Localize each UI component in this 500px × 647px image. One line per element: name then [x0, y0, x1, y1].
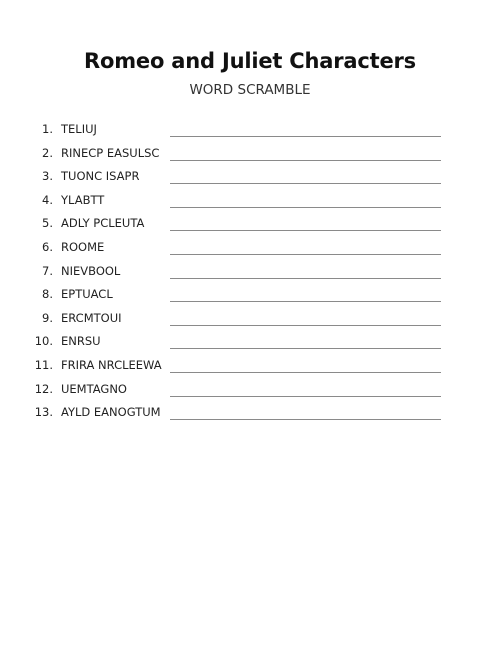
item-number: 2. — [42, 145, 53, 160]
answer-line — [170, 183, 441, 184]
answer-line — [170, 160, 441, 161]
answer-line — [170, 419, 441, 420]
scrambled-word: TUONC ISAPR — [61, 169, 140, 184]
list-item — [0, 401, 500, 425]
list-item — [0, 330, 500, 354]
answer-line — [170, 396, 441, 397]
list-item — [0, 165, 500, 189]
answer-line — [170, 207, 441, 208]
item-number: 11. — [34, 357, 53, 372]
page-subtitle: WORD SCRAMBLE — [189, 82, 311, 98]
answer-line — [170, 348, 441, 349]
answer-line — [170, 325, 441, 326]
item-number: 13. — [34, 405, 53, 420]
item-number: 1. — [42, 122, 53, 136]
item-number: 8. — [42, 287, 53, 302]
list-item — [0, 212, 500, 236]
list-item — [0, 354, 500, 378]
item-number: 9. — [42, 310, 53, 325]
list-item — [0, 378, 500, 402]
answer-line — [170, 372, 441, 373]
scrambled-word: NIEVBOOL — [61, 263, 121, 278]
scrambled-word: ERCMTOUI — [61, 310, 122, 325]
item-number: 4. — [42, 192, 53, 207]
scrambled-word: TELIUJ — [61, 122, 97, 136]
item-number: 5. — [42, 216, 53, 231]
item-number: 12. — [34, 381, 53, 396]
scrambled-word: ADLY PCLEUTA — [61, 216, 145, 231]
item-number: 10. — [34, 334, 53, 349]
list-item — [0, 283, 500, 307]
list-item — [0, 307, 500, 331]
scrambled-word: EPTUACL — [61, 287, 113, 302]
answer-line — [170, 254, 441, 255]
answer-line — [170, 136, 441, 137]
list-item — [0, 236, 500, 260]
answer-line — [170, 278, 441, 279]
item-number: 7. — [42, 263, 53, 278]
list-item — [0, 189, 500, 213]
list-item — [0, 260, 500, 284]
scrambled-word: YLABTT — [61, 192, 105, 207]
scrambled-word: RINECP EASULSC — [61, 145, 160, 160]
scrambled-word: UEMTAGNO — [61, 381, 127, 396]
word-scramble-list — [0, 118, 500, 425]
answer-line — [170, 230, 441, 231]
scrambled-word: ENRSU — [61, 334, 101, 349]
list-item — [0, 142, 500, 166]
item-number: 6. — [42, 239, 53, 254]
scrambled-word: ROOME — [61, 239, 105, 254]
answer-line — [170, 301, 441, 302]
page-title: Romeo and Juliet Characters — [84, 49, 416, 73]
scrambled-word: AYLD EANOGTUM — [61, 405, 161, 420]
list-item — [0, 118, 500, 142]
scrambled-word: FRIRA NRCLEEWA — [61, 357, 162, 372]
item-number: 3. — [42, 169, 53, 184]
